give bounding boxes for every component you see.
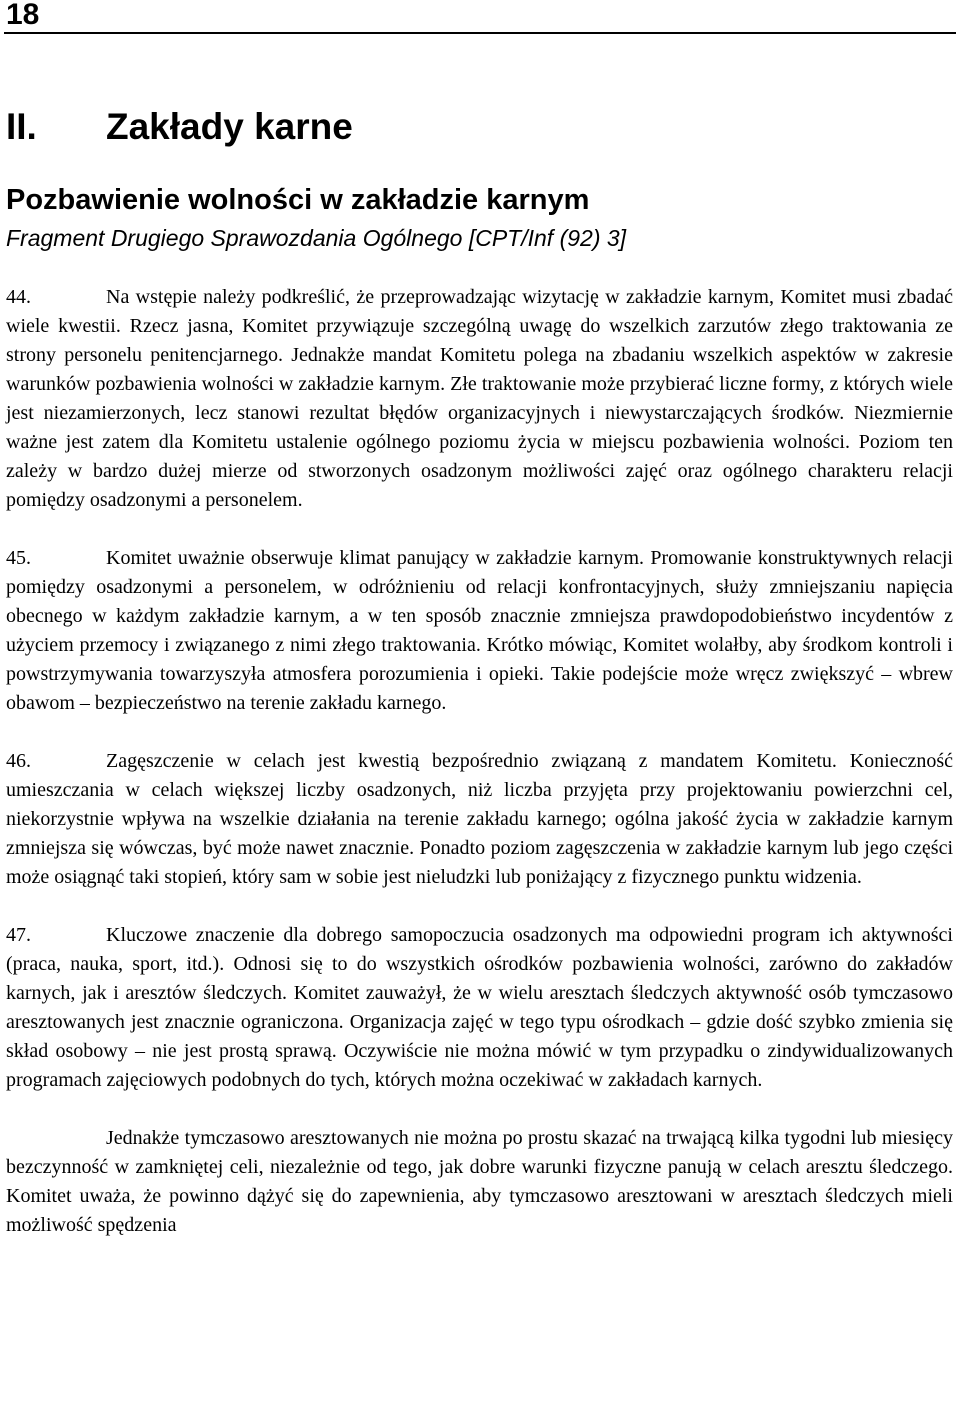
chapter-number: II. [6,106,37,147]
paragraph-number: 46. [6,750,31,772]
paragraph-text: Jednakże tymczasowo aresztowanych nie można po prostu skazać na trwającą kilka tygodni lub miesięcy bezczynność w zamkniętej celi, niezależnie od tego, jak dobre warunki fizyczne panują w celach aresztu śledczego. Komitet uważa, że powinno dążyć się do zapewnienia, aby tymczasowo aresztowani w aresztach śledczych mieli możliwość spędzenia [6,1127,953,1236]
paragraph-47-continued [6,1124,953,1240]
paragraph-number: 47. [6,924,31,946]
paragraph-number: 44. [6,286,31,308]
section-subtitle: Fragment Drugiego Sprawozdania Ogólnego [CPT/Inf (92) 3] [6,225,627,251]
chapter-heading [6,103,353,151]
body-text [6,283,953,1269]
section-title: Pozbawienie wolności w zakładzie karnym [6,184,590,216]
paragraph-text: Na wstępie należy podkreślić, że przeprowadzając wizytację w zakładzie karnym, Komitet musi zbadać wiele kwestii. Rzecz jasna, Komitet przywiązuje szczególną uwagę do wszelkich zarzutów złego traktowania ze strony personelu penitencjarnego. Jednakże mandat Komitetu polega na zbadaniu wszelkich aspektów w zakresie warunków pozbawienia wolności w zakładzie karnym. Złe traktowanie może przybierać liczne formy, z których wiele jest niezamierzonych, lecz stanowi rezultat błędów organizacyjnych i niewystarczających środków. Niezmiernie ważne jest zatem dla Komitetu ustalenie ogólnego poziomu życia w miejscu pozbawienia wolności. Poziom ten zależy w bardzo dużej mierze od stworzonych osadzonym możliwości zajęć oraz ogólnego charakteru relacji pomiędzy osadzonymi a personelem. [6,286,953,511]
paragraph-44 [6,283,953,515]
page-number: 18 [6,0,40,31]
paragraph-text: Kluczowe znaczenie dla dobrego samopoczucia osadzonych ma odpowiedni program ich aktywności (praca, nauka, sport, itd.). Odnosi się to do wszystkich ośrodków pozbawienia wolności, zarówno do zakładów karnych, jak i aresztów śledczych. Komitet zauważył, że w wielu aresztach śledczych aktywność osób tymczasowo aresztowanych jest znacznie ograniczona. Organizacja zajęć w tego typu ośrodkach – gdzie dość szybko zmienia się skład osobowy – nie jest prostą sprawą. Oczywiście nie można mówić w tym przypadku o zindywidualizowanych programach zajęciowych podobnych do tych, których można oczekiwać w zakładach karnych. [6,924,953,1091]
paragraph-45 [6,544,953,718]
chapter-title: Zakłady karne [106,106,353,147]
paragraph-46 [6,747,953,892]
paragraph-47 [6,921,953,1095]
paragraph-text: Zagęszczenie w celach jest kwestią bezpośrednio związaną z mandatem Komitetu. Konieczność umieszczania w celach większej liczby osadzonych, niż liczba przyjęta przy projektowaniu powierzchni cel, niekorzystnie wpływa na wszelkie działania na terenie zakładu karnego; ogólna jakość życia w zakładzie karnym zmniejsza się wówczas, być może nawet znacznie. Ponadto poziom zagęszczenia w zakładzie karnym lub jego części może osiągnąć taki stopień, który sam w sobie jest nieludzki lub poniżający z fizycznego punktu widzenia. [6,750,953,888]
paragraph-text: Komitet uważnie obserwuje klimat panujący w zakładzie karnym. Promowanie konstruktywnych relacji pomiędzy osadzonymi a personelem, w odróżnieniu od relacji konfrontacyjnych, służy zmniejszaniu napięcia obecnego w każdym zakładzie karnym, a w ten sposób znacznie zmniejsza prawdopodobieństwo incydentów z użyciem przemocy i związanego z nimi złego traktowania. Krótko mówiąc, Komitet wolałby, aby środkom kontroli i powstrzymywania towarzyszyła atmosfera porozumienia i opieki. Takie podejście może wręcz zwiększyć – wbrew obawom – bezpieczeństwo na terenie zakładu karnego. [6,547,953,714]
header-rule [4,32,956,34]
paragraph-number: 45. [6,547,31,569]
